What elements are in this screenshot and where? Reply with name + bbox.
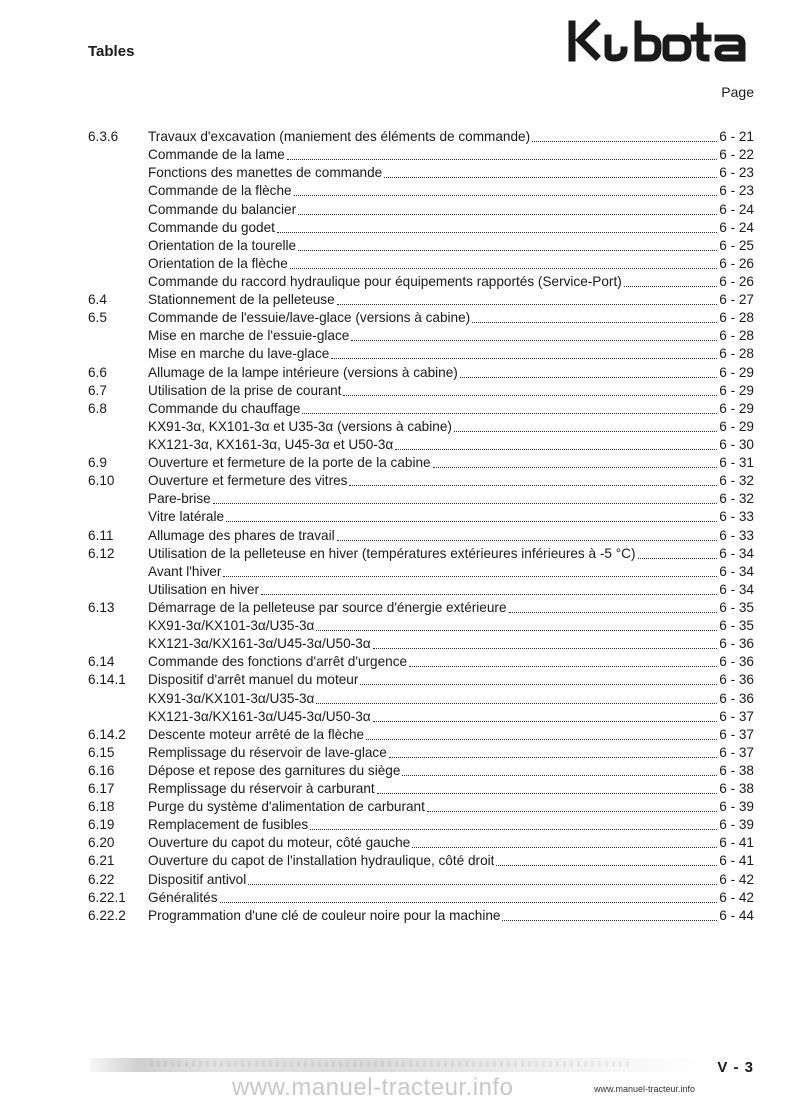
toc-section-number: 6.14.1 (88, 672, 126, 688)
toc-page-ref: 6 - 29 (719, 364, 754, 380)
toc-section-title: Travaux d'excavation (maniement des éléments de commande) (148, 129, 531, 145)
toc-section-number: 6.6 (88, 364, 107, 380)
toc-entry[interactable] (88, 598, 754, 616)
toc-section-number: 6.10 (88, 473, 115, 489)
toc-entry[interactable] (88, 181, 754, 199)
toc-section-title: Ouverture et fermeture de la porte de la cabine (148, 455, 431, 471)
page-header-title: Tables (88, 43, 135, 60)
toc-dot-leader (532, 141, 717, 142)
toc-section-title: Commande du balancier (148, 201, 297, 217)
toc-section-number: 6.9 (88, 455, 107, 471)
toc-section-title: Utilisation de la prise de courant (148, 382, 342, 398)
toc-page-ref: 6 - 28 (719, 310, 754, 326)
toc-page-ref: 6 - 37 (719, 744, 754, 760)
toc-dot-leader (226, 521, 717, 522)
toc-dot-leader (248, 884, 717, 885)
toc-section-title: Commande des fonctions d'arrêt d'urgence (148, 654, 408, 670)
toc-section-title: Commande du godet (148, 219, 275, 235)
toc-page-ref: 6 - 42 (719, 871, 754, 887)
toc-section-number: 6.22.1 (88, 889, 126, 905)
toc-section-title: KX121-3α, KX161-3α, U45-3α et U50-3α (148, 436, 394, 452)
toc-section-title: Purge du système d'alimentation de carburant (148, 799, 425, 815)
toc-section-number: 6.19 (88, 817, 115, 833)
toc-page-ref: 6 - 38 (719, 762, 754, 778)
kubota-logo (566, 18, 758, 66)
watermark-text: www.manuel-tracteur.info (232, 1074, 514, 1101)
toc-entry[interactable] (88, 254, 754, 272)
toc-dot-leader (287, 159, 717, 160)
toc-dot-leader (638, 558, 718, 559)
toc-page-ref: 6 - 31 (719, 455, 754, 471)
toc-dot-leader (395, 449, 717, 450)
toc-section-title: Dispositif d'arrêt manuel du moteur (148, 672, 359, 688)
toc-entry[interactable] (88, 272, 754, 290)
toc-page-ref: 6 - 32 (719, 491, 754, 507)
toc-dot-leader (310, 829, 717, 830)
toc-dot-leader (302, 413, 717, 414)
toc-entry[interactable] (88, 362, 754, 380)
toc-dot-leader (427, 811, 717, 812)
toc-section-number: 6.18 (88, 799, 115, 815)
toc-section-title: Démarrage de la pelleteuse par source d'énergie extérieure (148, 599, 507, 615)
toc-page-ref: 6 - 22 (719, 147, 754, 163)
toc-dot-leader (377, 793, 718, 794)
toc-section-title: Ouverture et fermeture des vitres (148, 473, 348, 489)
toc-section-title: Avant l'hiver (148, 563, 222, 579)
toc-entry[interactable] (88, 127, 754, 145)
toc-page-ref: 6 - 41 (719, 853, 754, 869)
page-number: V - 3 (717, 1059, 754, 1076)
toc-dot-leader (402, 775, 717, 776)
toc-section-title: Orientation de la tourelle (148, 237, 297, 253)
toc-section-title: Dépose et repose des garnitures du siège (148, 762, 401, 778)
toc-page-ref: 6 - 26 (719, 273, 754, 289)
toc-page-ref: 6 - 28 (719, 346, 754, 362)
toc-page-ref: 6 - 33 (719, 527, 754, 543)
toc-section-number: 6.22.2 (88, 907, 126, 923)
toc-page-ref: 6 - 36 (719, 636, 754, 652)
toc-entry[interactable] (88, 743, 754, 761)
toc-dot-leader (351, 340, 717, 341)
toc-entry[interactable] (88, 525, 754, 543)
toc-section-title: Allumage de la lampe intérieure (versions à cabine) (148, 364, 458, 380)
toc-dot-leader (261, 594, 717, 595)
toc-dot-leader (223, 576, 717, 577)
toc-section-title: Commande de la flèche (148, 183, 292, 199)
toc-section-title: Ouverture du capot de l'installation hydraulique, côté droit (148, 853, 495, 869)
toc-section-title: Vitre latérale (148, 509, 225, 525)
toc-section-number: 6.12 (88, 545, 115, 561)
toc-dot-leader (472, 322, 717, 323)
toc-section-title: Mise en marche du lave-glace (148, 346, 330, 362)
toc-dot-leader (360, 684, 717, 685)
toc-entry[interactable] (88, 797, 754, 815)
toc-dot-leader (290, 268, 717, 269)
toc-section-title: KX91-3α, KX101-3α et U35-3α (versions à cabine) (148, 418, 452, 434)
toc-dot-leader (366, 739, 717, 740)
toc-section-number: 6.7 (88, 382, 107, 398)
toc-dot-leader (389, 757, 717, 758)
toc-page-ref: 6 - 29 (719, 418, 754, 434)
toc-section-title: Dispositif antivol (148, 871, 247, 887)
toc-page-ref: 6 - 36 (719, 654, 754, 670)
table-of-contents (88, 127, 754, 924)
toc-page-ref: 6 - 42 (719, 889, 754, 905)
toc-section-title: Descente moteur arrêté de la flèche (148, 726, 365, 742)
toc-entry[interactable] (88, 471, 754, 489)
toc-entry[interactable] (88, 417, 754, 435)
toc-entry[interactable] (88, 489, 754, 507)
toc-dot-leader (384, 177, 717, 178)
toc-dot-leader (454, 431, 717, 432)
toc-section-title: Orientation de la flèche (148, 255, 288, 271)
toc-section-number: 6.21 (88, 853, 115, 869)
toc-page-ref: 6 - 32 (719, 473, 754, 489)
toc-section-number: 6.17 (88, 781, 115, 797)
toc-section-title: Généralités (148, 889, 218, 905)
toc-dot-leader (409, 666, 717, 667)
toc-section-title: Programmation d'une clé de couleur noire pour la machine (148, 907, 501, 923)
toc-section-title: KX121-3α/KX161-3α/U45-3α/U50-3α (148, 636, 371, 652)
toc-page-ref: 6 - 38 (719, 781, 754, 797)
toc-entry[interactable] (88, 707, 754, 725)
toc-entry[interactable] (88, 725, 754, 743)
toc-section-title: Ouverture du capot du moteur, côté gauche (148, 835, 411, 851)
toc-entry[interactable] (88, 851, 754, 869)
toc-page-ref: 6 - 39 (719, 799, 754, 815)
toc-section-title: Commande de la lame (148, 147, 285, 163)
toc-entry[interactable] (88, 290, 754, 308)
toc-entry[interactable] (88, 815, 754, 833)
toc-section-number: 6.14.2 (88, 726, 126, 742)
toc-page-ref: 6 - 35 (719, 599, 754, 615)
toc-page-ref: 6 - 23 (719, 183, 754, 199)
toc-section-title: KX91-3α/KX101-3α/U35-3α (148, 690, 315, 706)
toc-dot-leader (349, 485, 717, 486)
toc-page-ref: 6 - 23 (719, 165, 754, 181)
toc-dot-leader (460, 377, 717, 378)
toc-entry[interactable] (88, 906, 754, 924)
toc-section-title: Stationnement de la pelleteuse (148, 292, 335, 308)
toc-dot-leader (294, 195, 718, 196)
toc-section-number: 6.16 (88, 762, 115, 778)
toc-section-title: Remplacement de fusibles (148, 817, 309, 833)
toc-entry[interactable] (88, 544, 754, 562)
toc-entry[interactable] (88, 833, 754, 851)
toc-page-ref: 6 - 34 (719, 545, 754, 561)
toc-entry[interactable] (88, 779, 754, 797)
toc-dot-leader (412, 847, 717, 848)
toc-dot-leader (316, 703, 717, 704)
toc-page-ref: 6 - 28 (719, 328, 754, 344)
toc-section-title: Utilisation en hiver (148, 581, 260, 597)
toc-section-title: Allumage des phares de travail (148, 527, 335, 543)
toc-dot-leader (509, 612, 718, 613)
toc-dot-leader (373, 648, 718, 649)
toc-page-ref: 6 - 26 (719, 255, 754, 271)
toc-page-ref: 6 - 29 (719, 382, 754, 398)
toc-section-title: KX91-3α/KX101-3α/U35-3α (148, 618, 315, 634)
toc-section-title: Remplissage du réservoir de lave-glace (148, 744, 387, 760)
toc-section-title: Fonctions des manettes de commande (148, 165, 383, 181)
toc-dot-leader (343, 395, 717, 396)
toc-section-number: 6.20 (88, 835, 115, 851)
toc-page-ref: 6 - 30 (719, 436, 754, 452)
toc-page-ref: 6 - 27 (719, 292, 754, 308)
toc-dot-leader (298, 250, 717, 251)
toc-section-title: KX121-3α/KX161-3α/U45-3α/U50-3α (148, 708, 371, 724)
toc-entry[interactable] (88, 236, 754, 254)
toc-page-ref: 6 - 36 (719, 672, 754, 688)
toc-section-number: 6.15 (88, 744, 115, 760)
toc-section-title: Remplissage du réservoir à carburant (148, 781, 375, 797)
toc-section-number: 6.8 (88, 400, 107, 416)
toc-section-title: Commande de l'essuie/lave-glace (versions à cabine) (148, 310, 471, 326)
toc-page-ref: 6 - 29 (719, 400, 754, 416)
toc-page-ref: 6 - 25 (719, 237, 754, 253)
watermark-small-text: www.manuel-tracteur.info (594, 1084, 696, 1094)
toc-page-ref: 6 - 44 (719, 907, 754, 923)
toc-dot-leader (433, 467, 718, 468)
toc-dot-leader (502, 920, 717, 921)
toc-dot-leader (337, 540, 718, 541)
toc-entry[interactable] (88, 562, 754, 580)
toc-entry[interactable] (88, 326, 754, 344)
toc-entry[interactable] (88, 616, 754, 634)
toc-section-number: 6.11 (88, 527, 114, 543)
toc-page-ref: 6 - 39 (719, 817, 754, 833)
toc-entry[interactable] (88, 145, 754, 163)
toc-entry[interactable] (88, 453, 754, 471)
toc-dot-leader (496, 865, 717, 866)
toc-page-ref: 6 - 33 (719, 509, 754, 525)
toc-dot-leader (213, 503, 718, 504)
toc-page-ref: 6 - 37 (719, 708, 754, 724)
toc-dot-leader (220, 902, 718, 903)
toc-dot-leader (624, 286, 717, 287)
toc-entry[interactable] (88, 435, 754, 453)
toc-page-ref: 6 - 35 (719, 618, 754, 634)
toc-section-number: 6.5 (88, 310, 107, 326)
toc-entry[interactable] (88, 344, 754, 362)
toc-dot-leader (337, 304, 718, 305)
toc-section-number: 6.4 (88, 292, 107, 308)
toc-entry[interactable] (88, 670, 754, 688)
toc-section-number: 6.3.6 (88, 129, 119, 145)
toc-section-number: 6.22 (88, 871, 115, 887)
toc-dot-leader (277, 232, 717, 233)
toc-section-title: Commande du raccord hydraulique pour équipements rapportés (Service-Port) (148, 273, 622, 289)
toc-page-ref: 6 - 41 (719, 835, 754, 851)
toc-page-ref: 6 - 24 (719, 201, 754, 217)
toc-page-ref: 6 - 34 (719, 581, 754, 597)
toc-page-ref: 6 - 24 (719, 219, 754, 235)
toc-entry[interactable] (88, 761, 754, 779)
toc-dot-leader (331, 358, 717, 359)
toc-entry[interactable] (88, 399, 754, 417)
toc-page-ref: 6 - 34 (719, 563, 754, 579)
toc-entry[interactable] (88, 308, 754, 326)
toc-entry[interactable] (88, 580, 754, 598)
toc-dot-leader (316, 630, 717, 631)
toc-entry[interactable] (88, 688, 754, 706)
toc-section-title: Mise en marche de l'essuie-glace (148, 328, 350, 344)
toc-section-title: Commande du chauffage (148, 400, 301, 416)
toc-section-number: 6.14 (88, 654, 115, 670)
toc-entry[interactable] (88, 507, 754, 525)
toc-entry[interactable] (88, 199, 754, 217)
toc-entry[interactable] (88, 381, 754, 399)
toc-entry[interactable] (88, 888, 754, 906)
toc-entry[interactable] (88, 634, 754, 652)
toc-entry[interactable] (88, 218, 754, 236)
page-column-label: Page (721, 84, 754, 100)
toc-dot-leader (298, 214, 717, 215)
toc-entry[interactable] (88, 869, 754, 887)
footer-decorative-texture (150, 1061, 630, 1067)
toc-page-ref: 6 - 37 (719, 726, 754, 742)
toc-page-ref: 6 - 36 (719, 690, 754, 706)
toc-page-ref: 6 - 21 (719, 129, 754, 145)
toc-section-title: Pare-brise (148, 491, 211, 507)
toc-section-number: 6.13 (88, 599, 115, 615)
toc-section-title: Utilisation de la pelleteuse en hiver (températures extérieures inférieures à -5 °C) (148, 545, 636, 561)
toc-dot-leader (373, 721, 718, 722)
toc-entry[interactable] (88, 652, 754, 670)
toc-entry[interactable] (88, 163, 754, 181)
